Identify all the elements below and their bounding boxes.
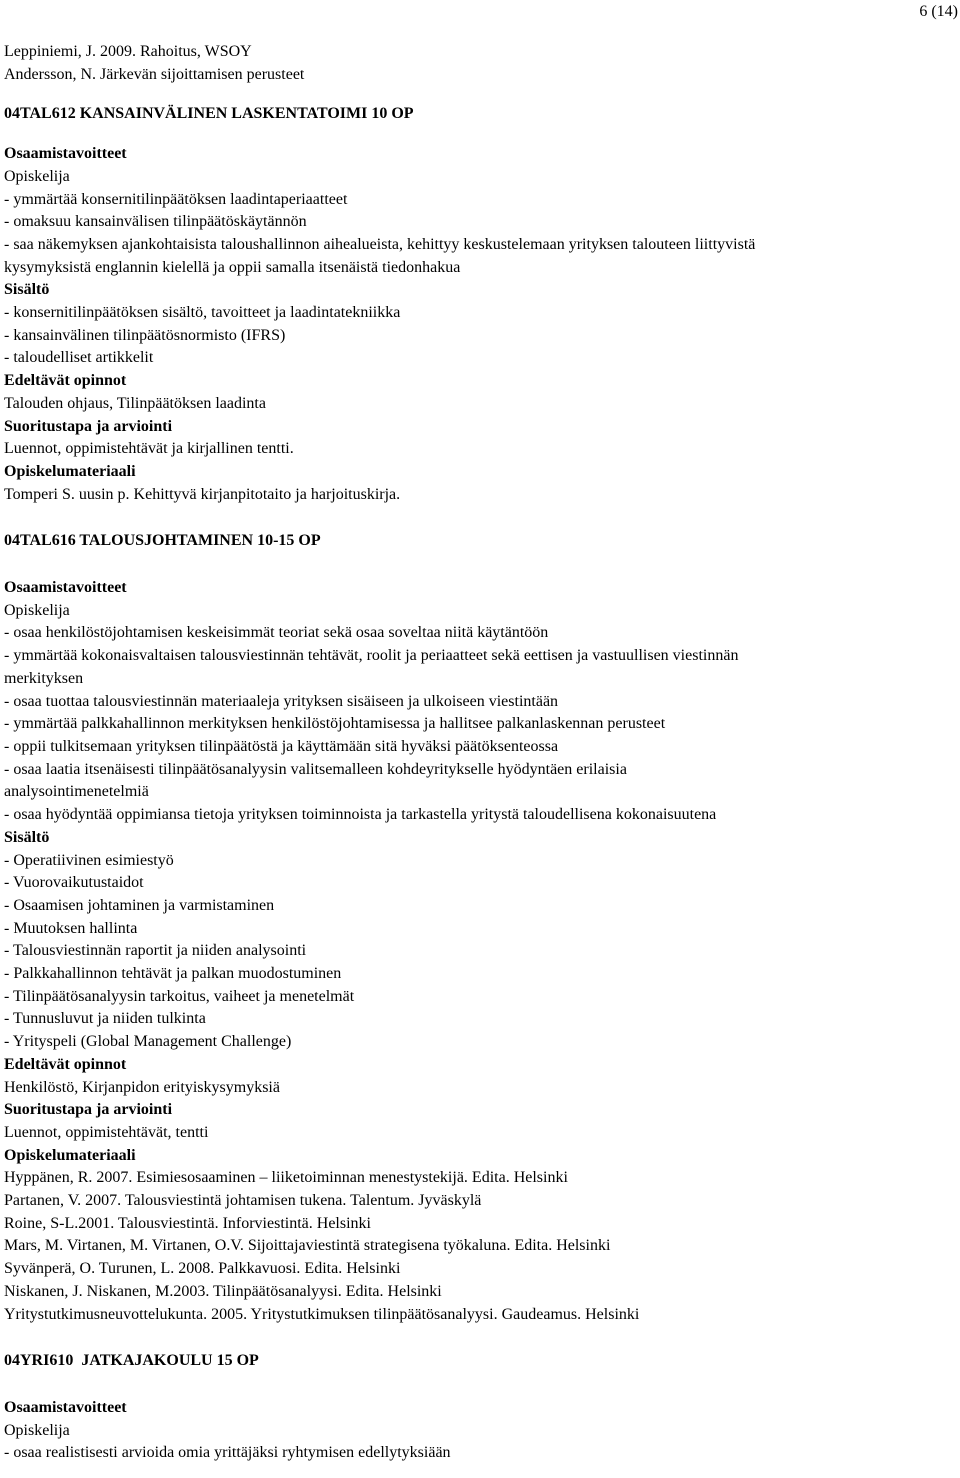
- assessment-text: Luennot, oppimistehtävät, tentti: [4, 1123, 209, 1141]
- material-item: Partanen, V. 2007. Talousviestintä johtamisen tukena. Talentum. Jyväskylä: [4, 1192, 482, 1210]
- prerequisites-text: Henkilöstö, Kirjanpidon erityiskysymyksiä: [4, 1078, 280, 1096]
- outcome-item: - osaa hyödyntää oppimiansa tietoja yrityksen toiminnoista ja tarkastella yritystä taloudellisena kokonaisuutena: [4, 806, 717, 824]
- outcome-item: - osaa tuottaa talousviestinnän materiaaleja yrityksen sisäiseen ja ulkoiseen viestintään: [4, 692, 559, 710]
- materials-heading: Opiskelumateriaali: [4, 1146, 136, 1164]
- content-heading: Sisältö: [4, 281, 50, 299]
- materials-heading: Opiskelumateriaali: [4, 462, 136, 480]
- outcome-item: - osaa henkilöstöjohtamisen keskeisimmät teoriat sekä osaa soveltaa niitä käytäntöön: [4, 624, 549, 642]
- document-body: [4, 41, 956, 1465]
- content-item: - Yrityspeli (Global Management Challenge): [4, 1033, 292, 1051]
- outcome-item: merkityksen: [4, 669, 84, 687]
- page-number: 6 (14): [919, 3, 958, 20]
- reference-line: Andersson, N. Järkevän sijoittamisen perusteet: [4, 65, 305, 83]
- content-item: - Talousviestinnän raportit ja niiden analysointi: [4, 942, 307, 960]
- course-section: [4, 1350, 956, 1465]
- assessment-text: Luennot, oppimistehtävät ja kirjallinen tentti.: [4, 440, 294, 458]
- material-item: Roine, S-L.2001. Talousviestintä. Inforviestintä. Helsinki: [4, 1214, 371, 1232]
- outcome-item: analysointimenetelmiä: [4, 783, 149, 801]
- content-item: - kansainvälinen tilinpäätösnormisto (IFRS): [4, 326, 286, 344]
- outcome-item: kysymyksistä englannin kielellä ja oppii samalla itsenäistä tiedonhakua: [4, 258, 461, 276]
- outcome-item: - osaa realistisesti arvioida omia yrittäjäksi ryhtymisen edellytyksiään: [4, 1444, 451, 1462]
- outcome-item: - ymmärtää palkkahallinnon merkityksen henkilöstöjohtamisessa ja hallitsee palkanlaskennan perusteet: [4, 715, 666, 733]
- content-item: - taloudelliset artikkelit: [4, 349, 154, 367]
- outcomes-heading: Osaamistavoitteet: [4, 1398, 127, 1416]
- content-heading: Sisältö: [4, 828, 50, 846]
- assessment-heading: Suoritustapa ja arviointi: [4, 417, 173, 435]
- material-item: Mars, M. Virtanen, M. Virtanen, O.V. Sijoittajaviestintä strategisena työkaluna. Edita. Helsinki: [4, 1237, 611, 1255]
- material-item: Yritystutkimusneuvottelukunta. 2005. Yritystutkimuksen tilinpäätösanalyysi. Gaudeamus. Helsinki: [4, 1305, 640, 1323]
- material-item: Syvänperä, O. Turunen, L. 2008. Palkkavuosi. Edita. Helsinki: [4, 1260, 401, 1278]
- outcome-item: - ymmärtää konsernitilinpäätöksen laadintaperiaatteet: [4, 190, 348, 208]
- student-label: Opiskelija: [4, 167, 70, 185]
- content-item: - Vuorovaikutustaidot: [4, 874, 144, 892]
- outcome-item: - osaa laatia itsenäisesti tilinpäätösanalyysin valitsemalleen kohdeyritykselle hyödyntäen erilaisia: [4, 760, 627, 778]
- outcome-item: - omaksuu kansainvälisen tilinpäätöskäytännön: [4, 213, 307, 231]
- course-title: 04TAL616 TALOUSJOHTAMINEN 10-15 OP: [4, 532, 321, 550]
- course-section: [4, 530, 956, 1326]
- content-item: - Operatiivinen esimiestyö: [4, 851, 174, 869]
- material-item: Hyppänen, R. 2007. Esimiesosaaminen – liiketoiminnan menestystekijä. Edita. Helsinki: [4, 1169, 568, 1187]
- content-item: - Osaamisen johtaminen ja varmistaminen: [4, 896, 275, 914]
- outcomes-heading: Osaamistavoitteet: [4, 579, 127, 597]
- outcome-item: - ymmärtää kokonaisvaltaisen talousviestinnän tehtävät, roolit ja periaatteet sekä eettisen ja vastuullisen viestinnän: [4, 647, 739, 665]
- course-title: 04TAL612 KANSAINVÄLINEN LASKENTATOIMI 10 OP: [4, 105, 414, 123]
- material-item: Tomperi S. uusin p. Kehittyvä kirjanpitotaito ja harjoituskirja.: [4, 485, 401, 503]
- course-section: [4, 103, 956, 506]
- material-item: Niskanen, J. Niskanen, M.2003. Tilinpäätösanalyysi. Edita. Helsinki: [4, 1282, 442, 1300]
- content-item: - Tunnusluvut ja niiden tulkinta: [4, 1010, 206, 1028]
- prerequisites-heading: Edeltävät opinnot: [4, 1055, 127, 1073]
- content-item: - Tilinpäätösanalyysin tarkoitus, vaiheet ja menetelmät: [4, 987, 355, 1005]
- content-item: - Palkkahallinnon tehtävät ja palkan muodostuminen: [4, 965, 342, 983]
- course-title: 04YRI610 JATKAJAKOULU 15 OP: [4, 1352, 259, 1370]
- content-item: - konsernitilinpäätöksen sisältö, tavoitteet ja laadintatekniikka: [4, 304, 401, 322]
- outcome-item: - oppii tulkitsemaan yrityksen tilinpäätöstä ja käyttämään sitä hyväksi päätöksenteossa: [4, 737, 559, 755]
- prerequisites-text: Talouden ohjaus, Tilinpäätöksen laadinta: [4, 394, 266, 412]
- reference-line: Leppiniemi, J. 2009. Rahoitus, WSOY: [4, 43, 252, 60]
- assessment-heading: Suoritustapa ja arviointi: [4, 1101, 173, 1119]
- outcomes-heading: Osaamistavoitteet: [4, 145, 127, 163]
- outcome-item: - saa näkemyksen ajankohtaisista taloushallinnon aihealueista, kehittyy keskustelemaan yrityksen talouteen liittyvistä: [4, 235, 756, 253]
- student-label: Opiskelija: [4, 1421, 70, 1439]
- prerequisites-heading: Edeltävät opinnot: [4, 372, 127, 390]
- content-item: - Muutoksen hallinta: [4, 919, 138, 937]
- student-label: Opiskelija: [4, 601, 70, 619]
